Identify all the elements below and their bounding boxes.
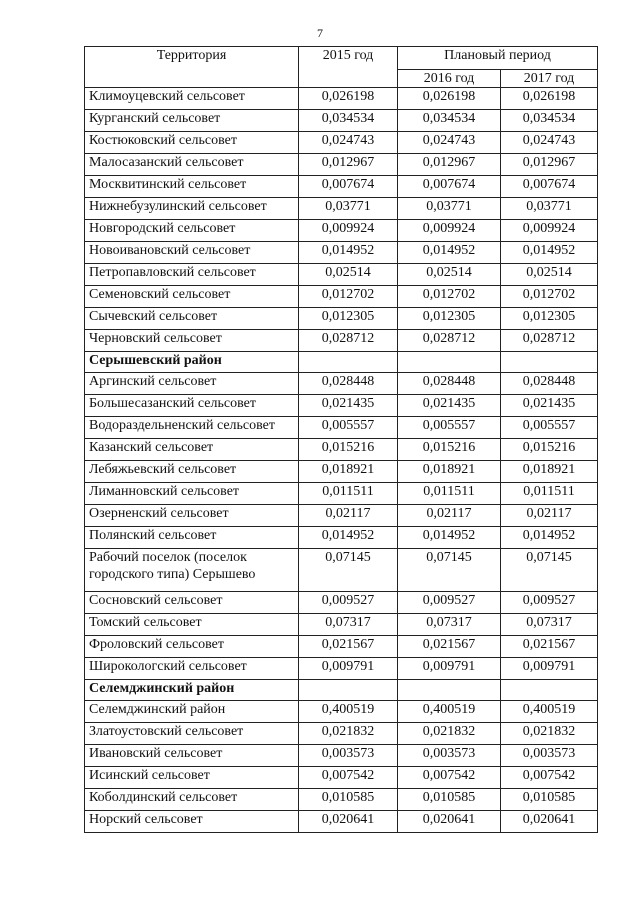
value-2017: 0,02117: [501, 505, 598, 527]
value-2015: 0,014952: [299, 527, 398, 549]
value-2016: 0,02514: [398, 264, 501, 286]
district-name: Серышевский район: [85, 352, 299, 373]
value-2016: 0,007674: [398, 176, 501, 198]
table-row: [85, 132, 598, 154]
value-2015: 0,007542: [299, 767, 398, 789]
value-2016: 0,07317: [398, 614, 501, 636]
header-2015: 2015 год: [299, 47, 398, 88]
table-row: [85, 461, 598, 483]
value-2016: 0,028448: [398, 373, 501, 395]
district-name: Селемджинский район: [85, 680, 299, 701]
value-2017: 0,07317: [501, 614, 598, 636]
table-row: [85, 308, 598, 330]
table-row: [85, 330, 598, 352]
value-2017: 0,07145: [501, 549, 598, 592]
value-2017: 0,007542: [501, 767, 598, 789]
value-2016: 0,014952: [398, 242, 501, 264]
value-2016: 0,03771: [398, 198, 501, 220]
table-row: [85, 88, 598, 110]
value-2015: 0,014952: [299, 242, 398, 264]
territory-name: Новгородский сельсовет: [85, 220, 299, 242]
territory-name: Большесазанский сельсовет: [85, 395, 299, 417]
value-2015: 0,028448: [299, 373, 398, 395]
territory-name: Широкологский сельсовет: [85, 658, 299, 680]
value-2017: 0,034534: [501, 110, 598, 132]
territory-name: Норский сельсовет: [85, 811, 299, 833]
value-2015: 0,009791: [299, 658, 398, 680]
territory-name: Лиманновский сельсовет: [85, 483, 299, 505]
table-row: [85, 549, 598, 592]
value-2016: 0,009924: [398, 220, 501, 242]
value-2017: 0,014952: [501, 242, 598, 264]
territory-name: Черновский сельсовет: [85, 330, 299, 352]
value-2017: 0,005557: [501, 417, 598, 439]
header-territory: Территория: [85, 47, 299, 88]
territory-name: Полянский сельсовет: [85, 527, 299, 549]
table-row: [85, 439, 598, 461]
value-2016: 0,021832: [398, 723, 501, 745]
table-row: [85, 110, 598, 132]
value-2015: 0,400519: [299, 701, 398, 723]
value-2016: 0,012305: [398, 308, 501, 330]
table-row: [85, 242, 598, 264]
table-row: [85, 767, 598, 789]
value-2015: 0,009924: [299, 220, 398, 242]
territory-name: Москвитинский сельсовет: [85, 176, 299, 198]
value-2016: 0,07145: [398, 549, 501, 592]
value-2015: 0,02514: [299, 264, 398, 286]
value-2017: 0,010585: [501, 789, 598, 811]
value-2015: 0,020641: [299, 811, 398, 833]
district-header-row: [85, 680, 598, 701]
territory-name: Курганский сельсовет: [85, 110, 299, 132]
value-2015: 0,009527: [299, 592, 398, 614]
table-row: [85, 286, 598, 308]
value-2016: 0,028712: [398, 330, 501, 352]
value-2015: 0,026198: [299, 88, 398, 110]
value-2016: 0,014952: [398, 527, 501, 549]
page-number: 7: [317, 26, 323, 40]
value-2016: 0,018921: [398, 461, 501, 483]
territory-name: Петропавловский сельсовет: [85, 264, 299, 286]
table-row: [85, 154, 598, 176]
territory-name: Фроловский сельсовет: [85, 636, 299, 658]
value-2017: 0,020641: [501, 811, 598, 833]
header-2017: 2017 год: [501, 70, 598, 88]
value-2015: 0,021435: [299, 395, 398, 417]
territory-name: Сосновский сельсовет: [85, 592, 299, 614]
value-2017: 0,014952: [501, 527, 598, 549]
table-row: [85, 527, 598, 549]
value-2015: 0,021567: [299, 636, 398, 658]
territory-name: Озерненский сельсовет: [85, 505, 299, 527]
value-2016: [398, 352, 501, 373]
value-2017: [501, 352, 598, 373]
value-2017: 0,011511: [501, 483, 598, 505]
value-2015: [299, 680, 398, 701]
territory-name: Новоивановский сельсовет: [85, 242, 299, 264]
value-2017: 0,021567: [501, 636, 598, 658]
value-2015: 0,03771: [299, 198, 398, 220]
value-2015: 0,005557: [299, 417, 398, 439]
table-row: [85, 789, 598, 811]
value-2016: 0,011511: [398, 483, 501, 505]
value-2017: 0,009527: [501, 592, 598, 614]
header-plan-period: Плановый период: [398, 47, 598, 70]
value-2017: 0,009791: [501, 658, 598, 680]
value-2015: 0,012305: [299, 308, 398, 330]
value-2016: 0,010585: [398, 789, 501, 811]
table-row: [85, 614, 598, 636]
value-2017: 0,024743: [501, 132, 598, 154]
value-2015: 0,034534: [299, 110, 398, 132]
territory-name: Семеновский сельсовет: [85, 286, 299, 308]
value-2016: 0,400519: [398, 701, 501, 723]
value-2016: 0,003573: [398, 745, 501, 767]
value-2015: 0,028712: [299, 330, 398, 352]
value-2017: 0,012967: [501, 154, 598, 176]
value-2015: 0,021832: [299, 723, 398, 745]
table-row: [85, 745, 598, 767]
table-row: [85, 198, 598, 220]
value-2017: 0,018921: [501, 461, 598, 483]
value-2017: 0,02514: [501, 264, 598, 286]
value-2017: 0,03771: [501, 198, 598, 220]
territory-name: Аргинский сельсовет: [85, 373, 299, 395]
value-2017: 0,015216: [501, 439, 598, 461]
table-body: [85, 88, 598, 833]
value-2016: 0,021435: [398, 395, 501, 417]
value-2017: 0,028448: [501, 373, 598, 395]
value-2015: 0,007674: [299, 176, 398, 198]
territory-name: Томский сельсовет: [85, 614, 299, 636]
value-2015: 0,018921: [299, 461, 398, 483]
value-2015: 0,02117: [299, 505, 398, 527]
value-2017: 0,021832: [501, 723, 598, 745]
value-2015: 0,012967: [299, 154, 398, 176]
value-2016: 0,024743: [398, 132, 501, 154]
table-row: [85, 395, 598, 417]
table-row: [85, 176, 598, 198]
territory-name: Златоустовский сельсовет: [85, 723, 299, 745]
value-2016: 0,015216: [398, 439, 501, 461]
territory-name: Казанский сельсовет: [85, 439, 299, 461]
value-2016: 0,012967: [398, 154, 501, 176]
table-row: [85, 811, 598, 833]
value-2015: 0,012702: [299, 286, 398, 308]
table-row: [85, 220, 598, 242]
territory-name: Водораздельненский сельсовет: [85, 417, 299, 439]
table-row: [85, 592, 598, 614]
value-2017: 0,012305: [501, 308, 598, 330]
territory-name: Коболдинский сельсовет: [85, 789, 299, 811]
territory-name: Малосазанский сельсовет: [85, 154, 299, 176]
value-2016: 0,012702: [398, 286, 501, 308]
value-2017: 0,007674: [501, 176, 598, 198]
value-2016: 0,021567: [398, 636, 501, 658]
territory-name: Лебяжьевский сельсовет: [85, 461, 299, 483]
value-2017: 0,021435: [501, 395, 598, 417]
value-2017: 0,003573: [501, 745, 598, 767]
value-2017: 0,009924: [501, 220, 598, 242]
value-2016: 0,02117: [398, 505, 501, 527]
table-row: [85, 636, 598, 658]
table-row: [85, 483, 598, 505]
value-2016: 0,034534: [398, 110, 501, 132]
value-2016: 0,005557: [398, 417, 501, 439]
value-2016: 0,007542: [398, 767, 501, 789]
table-row: [85, 658, 598, 680]
table-row: [85, 701, 598, 723]
territory-name: Костюковский сельсовет: [85, 132, 299, 154]
table-row: [85, 373, 598, 395]
table-row: [85, 417, 598, 439]
value-2015: [299, 352, 398, 373]
value-2017: 0,028712: [501, 330, 598, 352]
territory-name: Климоуцевский сельсовет: [85, 88, 299, 110]
value-2017: 0,026198: [501, 88, 598, 110]
value-2017: 0,400519: [501, 701, 598, 723]
value-2016: 0,009527: [398, 592, 501, 614]
territory-name: Нижнебузулинский сельсовет: [85, 198, 299, 220]
territory-name: Рабочий поселок (поселок городского типа) Серышево: [85, 549, 299, 592]
value-2016: [398, 680, 501, 701]
value-2015: 0,07317: [299, 614, 398, 636]
value-2017: 0,012702: [501, 286, 598, 308]
territory-name: Исинский сельсовет: [85, 767, 299, 789]
table-row: [85, 264, 598, 286]
value-2016: 0,009791: [398, 658, 501, 680]
territory-table: [84, 46, 598, 833]
value-2016: 0,026198: [398, 88, 501, 110]
territory-name: Селемджинский район: [85, 701, 299, 723]
value-2015: 0,011511: [299, 483, 398, 505]
table-row: [85, 723, 598, 745]
value-2015: 0,024743: [299, 132, 398, 154]
value-2015: 0,07145: [299, 549, 398, 592]
header-2016: 2016 год: [398, 70, 501, 88]
district-header-row: [85, 352, 598, 373]
table-row: [85, 505, 598, 527]
value-2015: 0,003573: [299, 745, 398, 767]
territory-name: Ивановский сельсовет: [85, 745, 299, 767]
territory-name: Сычевский сельсовет: [85, 308, 299, 330]
value-2015: 0,010585: [299, 789, 398, 811]
value-2015: 0,015216: [299, 439, 398, 461]
value-2017: [501, 680, 598, 701]
value-2016: 0,020641: [398, 811, 501, 833]
